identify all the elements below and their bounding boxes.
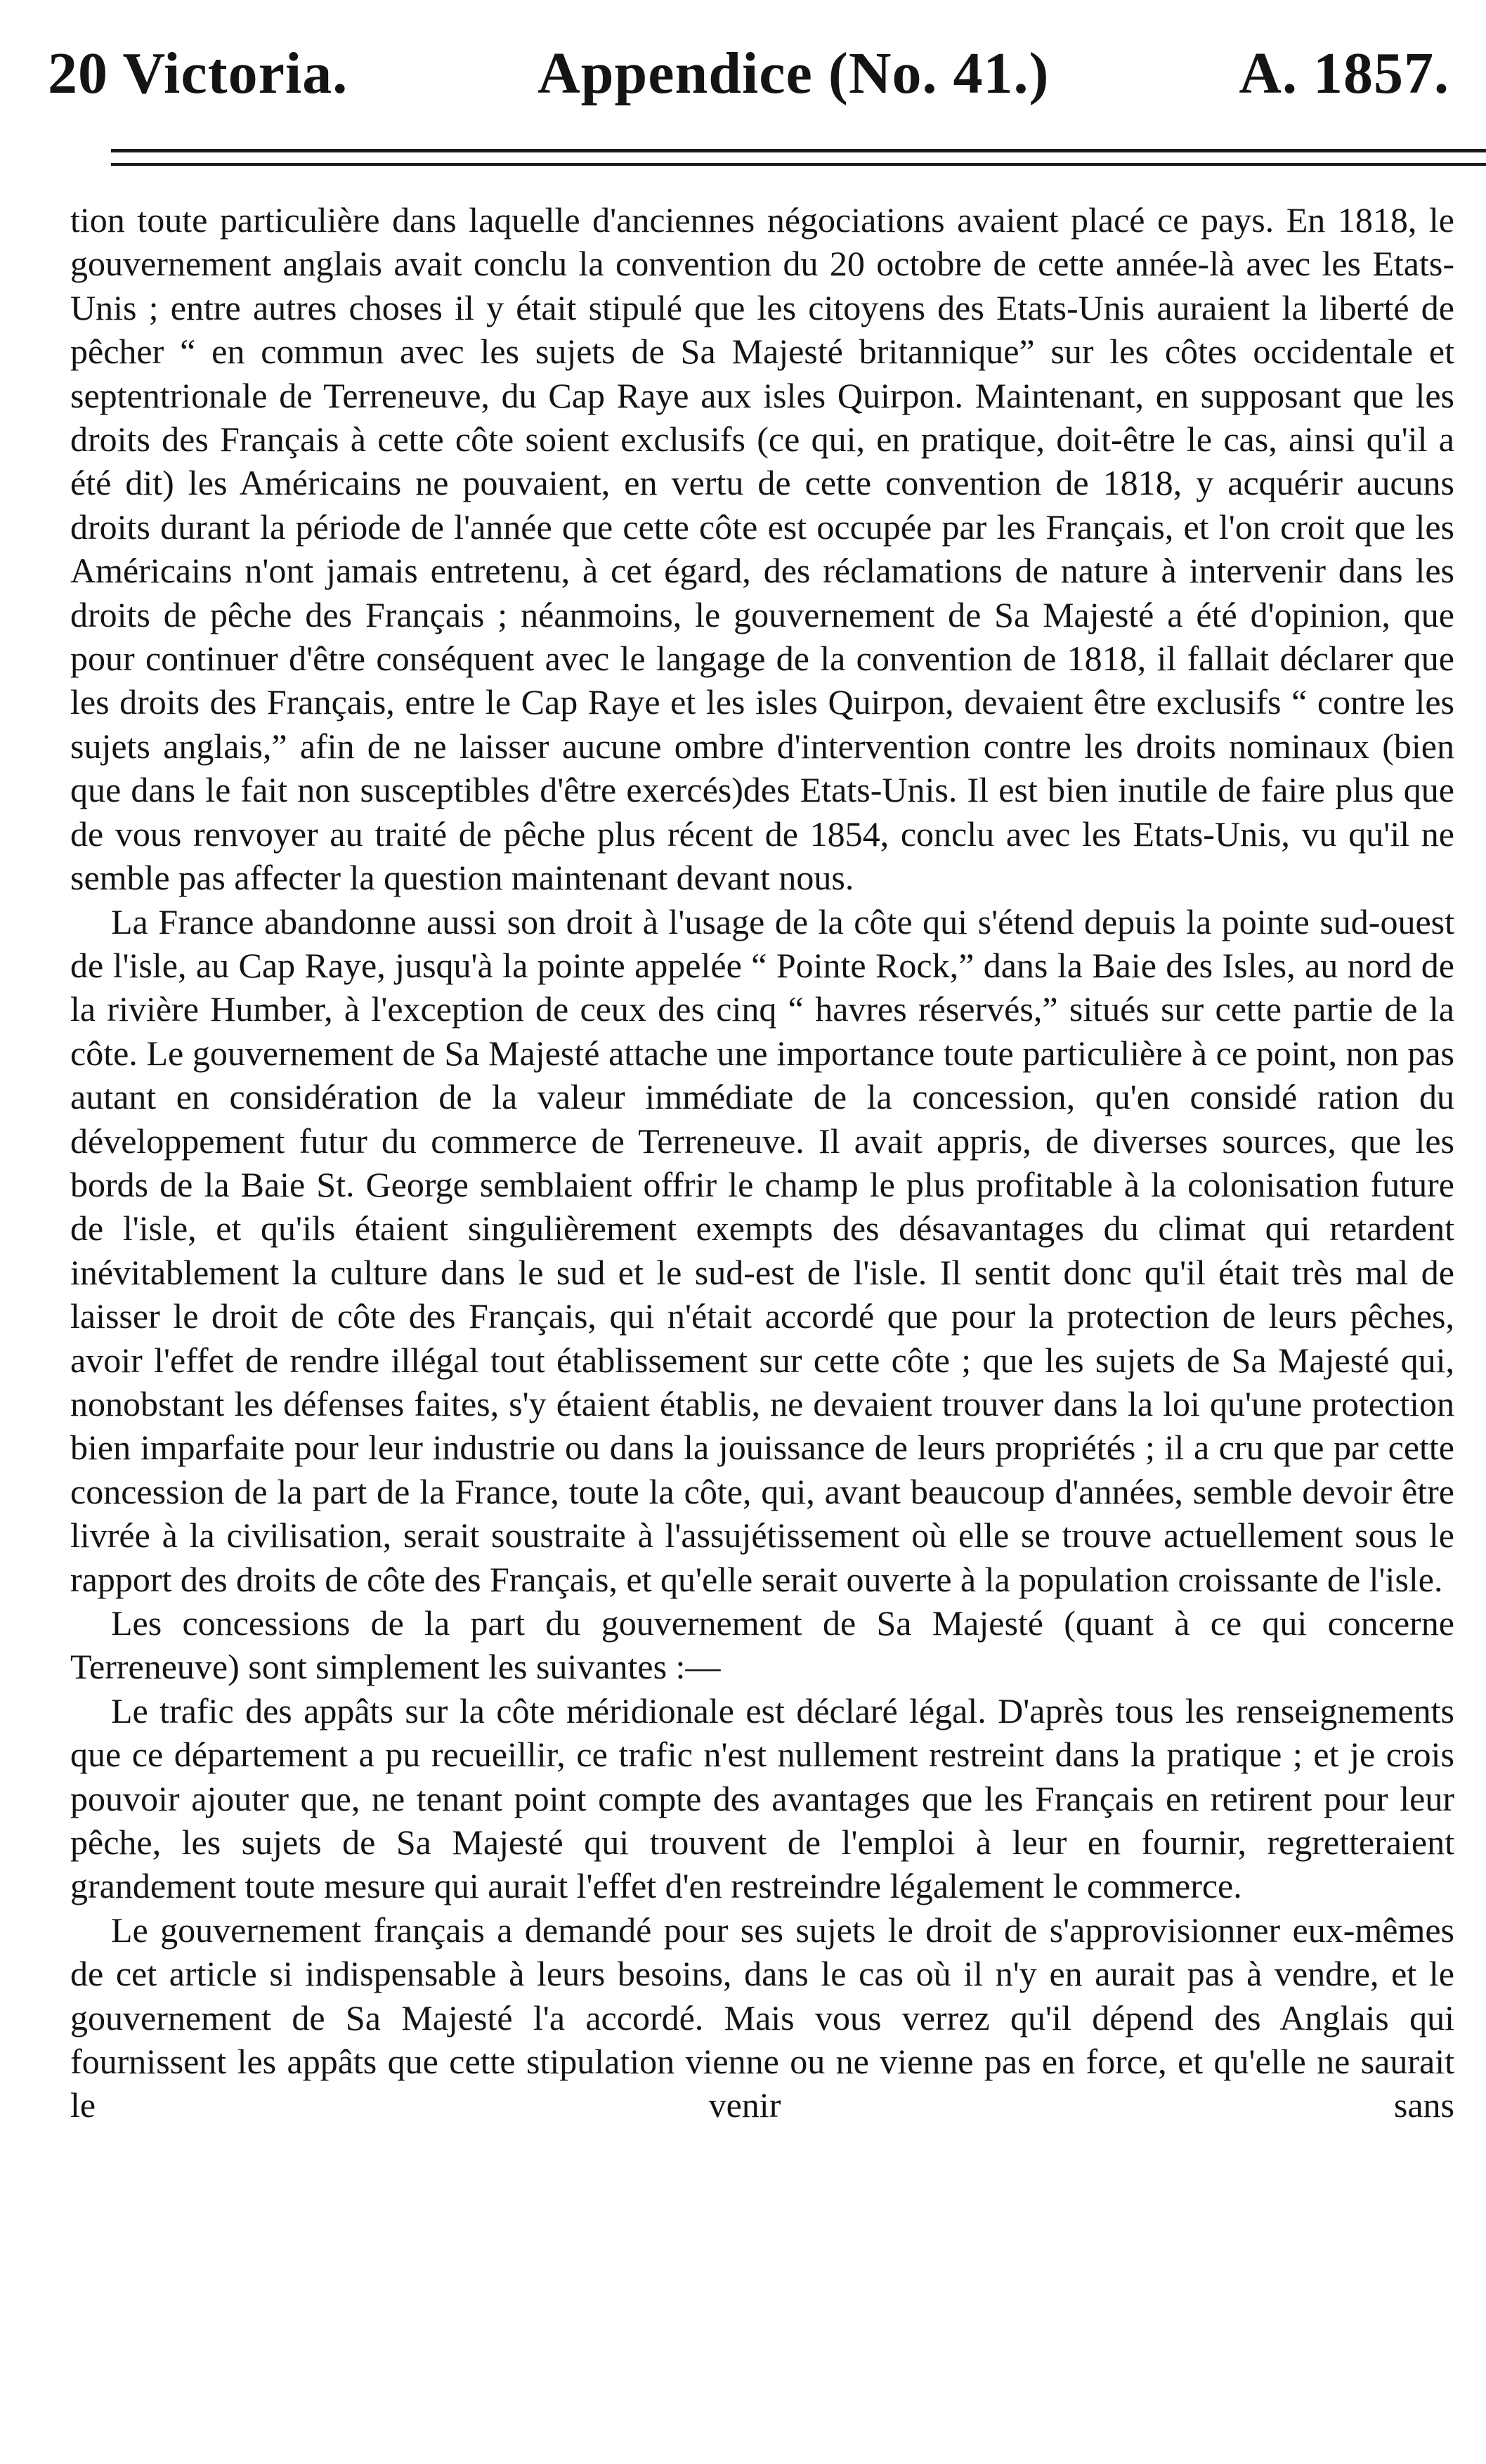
paragraph-concessions-intro: Les concessions de la part du gouvernement de Sa Majesté (quant à ce qui concerne Terreneuve) sont simplement les suivantes :— [70, 1603, 1454, 1687]
header-session: 20 Victoria. [48, 41, 348, 106]
paragraph-cap-raye-cession: La France abandonne aussi son droit à l'usage de la côte qui s'étend depuis la pointe sud-ouest de l'isle, au Cap Raye, jusqu'à la pointe appelée “ Pointe Rock,” dans la Baie des Isles, au nord de la rivière Humber, à l'exception de ceux des cinq “ havres réservés,” situés sur cette partie de la côte. Le gouvernement de Sa Majesté attache une importance toute particulière à ce point, non pas autant en considération de la valeur immédiate de la concession, qu'en considé ration du développement futur du commerce de Terreneuve. Il avait appris, de diverses sources, que les bords de la Baie St. George semblaient offrir le champ le plus profitable à la colonisation future de l'isle, et qu'ils étaient singulièrement exempts des désavantages du climat qui retardent inévitablement la culture dans le sud et le sud-est de l'isle. Il sentit donc qu'il était très mal de laisser le droit de côte des Français, qui n'était accordé que pour la protection de leurs pêches, avoir l'effet de rendre illégal tout établissement sur cette côte ; que les sujets de Sa Majesté qui, nonobstant les défenses faites, s'y étaient établis, ne devaient trouver dans la loi qu'une protection bien imparfaite pour leur industrie ou dans la jouissance de leurs propriétés ; il a cru que par cette concession de la part de la France, toute la côte, qui, avant beaucoup d'années, semble devoir être livrée à la civilisation, serait soustraite à l'assujétissement où elle se trouve actuellement sous le rapport des droits de côte des Français, et qu'elle serait ouverte à la population croissante de l'isle. [70, 901, 1454, 1599]
header-rule-upper [111, 149, 1486, 152]
running-header [48, 28, 1449, 119]
body-text [70, 198, 1454, 2127]
header-rule-lower [111, 163, 1486, 166]
header-appendix-number: Appendice (No. 41.) [537, 41, 1050, 106]
paragraph-continued: tion toute particulière dans laquelle d'anciennes négociations avaient placé ce pays. En 1818, le gouvernement anglais avait conclu la convention du 20 octobre de cette année-là avec les Etats-Unis ; entre autres choses il y était stipulé que les citoyens des Etats-Unis auraient la liberté de pêcher “ en commun avec les sujets de Sa Majesté britannique” sur les côtes occidentale et septentrionale de Terreneuve, du Cap Raye aux isles Quirpon. Maintenant, en supposant que les droits des Français à cette côte soient exclusifs (ce qui, en pratique, doit-être le cas, ainsi qu'il a été dit) les Américains ne pouvaient, en vertu de cette convention de 1818, y acquérir aucuns droits durant la période de l'année que cette côte est occupée par les Français, et l'on croit que les Américains n'ont jamais entretenu, à cet égard, des réclamations de nature à intervenir dans les droits de pêche des Français ; néanmoins, le gouvernement de Sa Majesté a été d'opinion, que pour continuer d'être conséquent avec le langage de la convention de 1818, il fallait déclarer que les droits des Français, entre le Cap Raye et les isles Quirpon, devaient être exclusifs “ contre les sujets anglais,” afin de ne laisser aucune ombre d'intervention contre les droits nominaux (bien que dans le fait non susceptibles d'être exercés)des Etats-Unis. Il est bien inutile de faire plus que de vous renvoyer au traité de pêche plus récent de 1854, conclu avec les Etats-Unis, vu qu'il ne semble pas affecter la question maintenant devant nous. [70, 200, 1454, 898]
paragraph-bait-trade: Le trafic des appâts sur la côte méridionale est déclaré légal. D'après tous les renseignements que ce département a pu recueillir, ce trafic n'est nullement restreint dans la pratique ; et je crois pouvoir ajouter que, ne tenant point compte des avantages que les Français en retirent pour leur pêche, les sujets de Sa Majesté qui trouvent de l'emploi à leur en fournir, regretteraient grandement toute mesure qui aurait l'effet d'en restreindre légalement le commerce. [70, 1690, 1454, 1906]
paragraph-bait-supply: Le gouvernement français a demandé pour ses sujets le droit de s'approvisionner eux-mêmes de cet article si indispensable à leurs besoins, dans le cas où il n'y en aurait pas à vendre, et le gouvernement de Sa Majesté l'a accordé. Mais vous verrez qu'il dépend des Anglais qui fournissent les appâts que cette stipulation vienne ou ne vienne pas en force, et qu'elle ne saurait le venir sans [70, 1910, 1454, 2125]
header-year: A. 1857. [1239, 41, 1449, 106]
